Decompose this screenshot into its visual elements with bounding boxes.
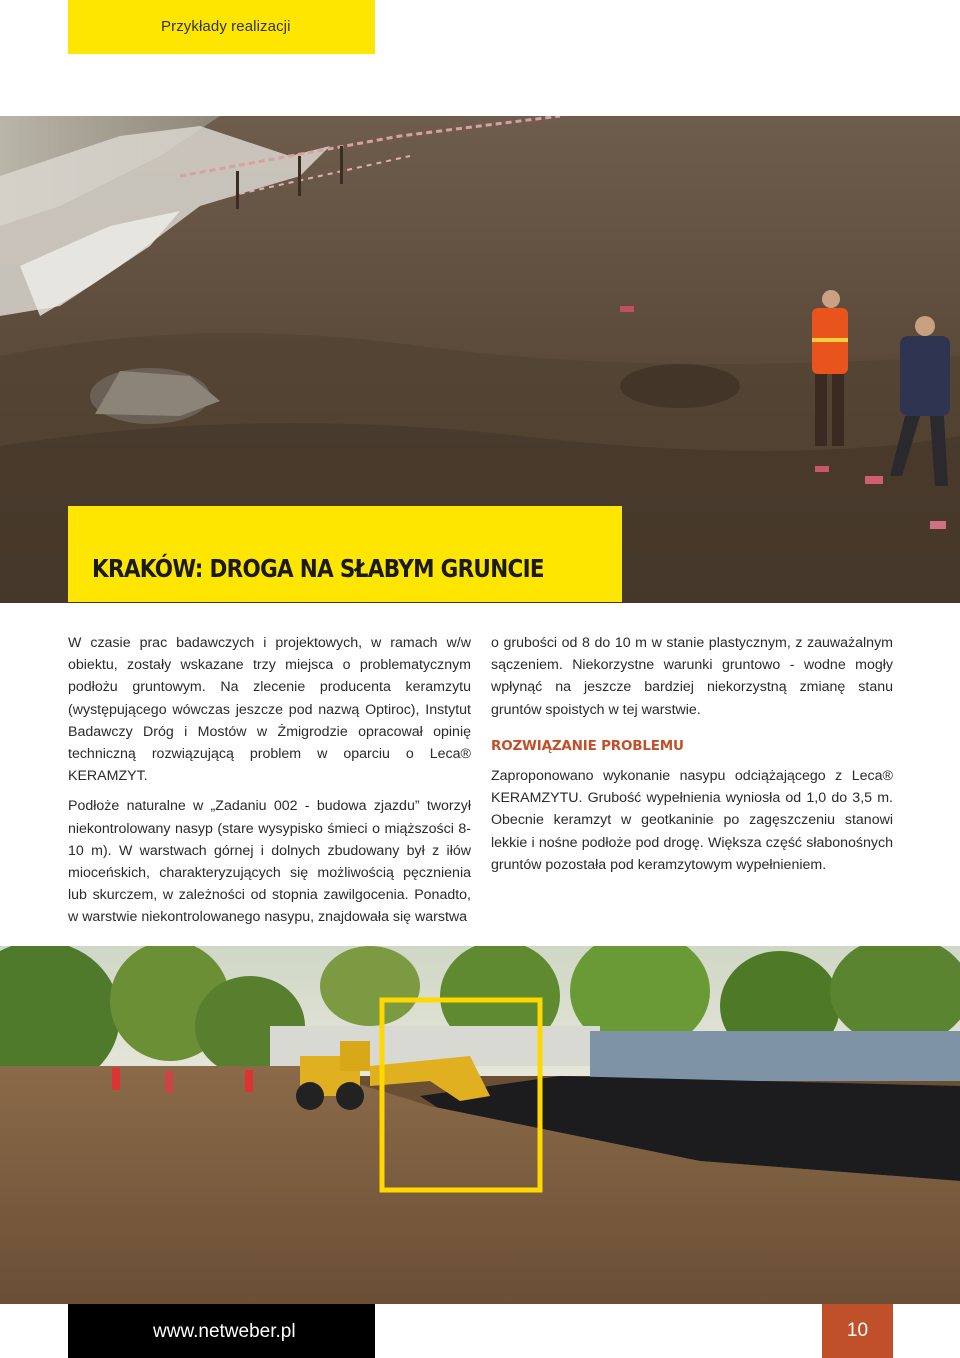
section-label: Przykłady realizacji [161, 18, 291, 35]
paragraph-intro: W czasie prac badawczych i projektowych, w ramach w/w obiektu, zostały wskazane trzy miejsca o problematycznym podłożu gruntowym. Na zlecenie producenta keramzytu (występującego wówczas jeszcze pod nazwą Optiroc), Instytut Badawczy Dróg i Mostów w Żmigrodzie opracował opinię techniczną rozwiązującą problem w oparciu o Leca® KERAMZYT. [68, 635, 471, 785]
page-number: 10 [846, 1320, 869, 1341]
text-column-right [491, 632, 893, 884]
paragraph-continuation: o grubości od 8 do 10 m w stanie plastycznym, z zauważalnym sączeniem. Niekorzystne warunki gruntowo - wodne mogły wpłynąć na jeszcze bardziej niekorzystną zmianę stanu gruntów spoistych w tej warstwie. [491, 635, 893, 718]
paragraph-solution: Zaproponowano wykonanie nasypu odciążającego z Leca® KERAMZYTU. Grubość wypełnienia wyniosła od 1,0 do 3,5 m. Obecnie keramzyt w geotkaninie po zagęszczeniu stanowi lekkie i nośne podłoże pod drogę. Większa część słabonośnych gruntów pozostała pod keramzytowym wypełnieniem. [491, 768, 893, 873]
site-photo-bottom [0, 946, 960, 1304]
page-number-box [822, 1304, 893, 1358]
paragraph-ground: Podłoże naturalne w „Zadaniu 002 - budowa zjazdu” tworzył niekontrolowany nasyp (stare wysypisko śmieci o miąższości 8-10 m). W warstwach górnej i dolnych zbudowany był z iłów mioceńskich, charakteryzujących się możliwością pęcznienia lub skurczem, w zależności od stopnia zawilgocenia. Ponadto, w warstwie niekontrolowanego nasypu, znajdowała się warstwa [68, 798, 471, 926]
title-box [68, 506, 622, 602]
subheading-solution: ROZWIĄZANIE PROBLEMU [491, 737, 684, 754]
section-tab [68, 0, 375, 54]
article-title: KRAKÓW: DROGA NA SŁABYM GRUNCIE [92, 554, 544, 583]
text-column-left [68, 632, 471, 937]
footer-url[interactable]: www.netweber.pl [153, 1321, 296, 1342]
footer-url-box [68, 1304, 375, 1358]
